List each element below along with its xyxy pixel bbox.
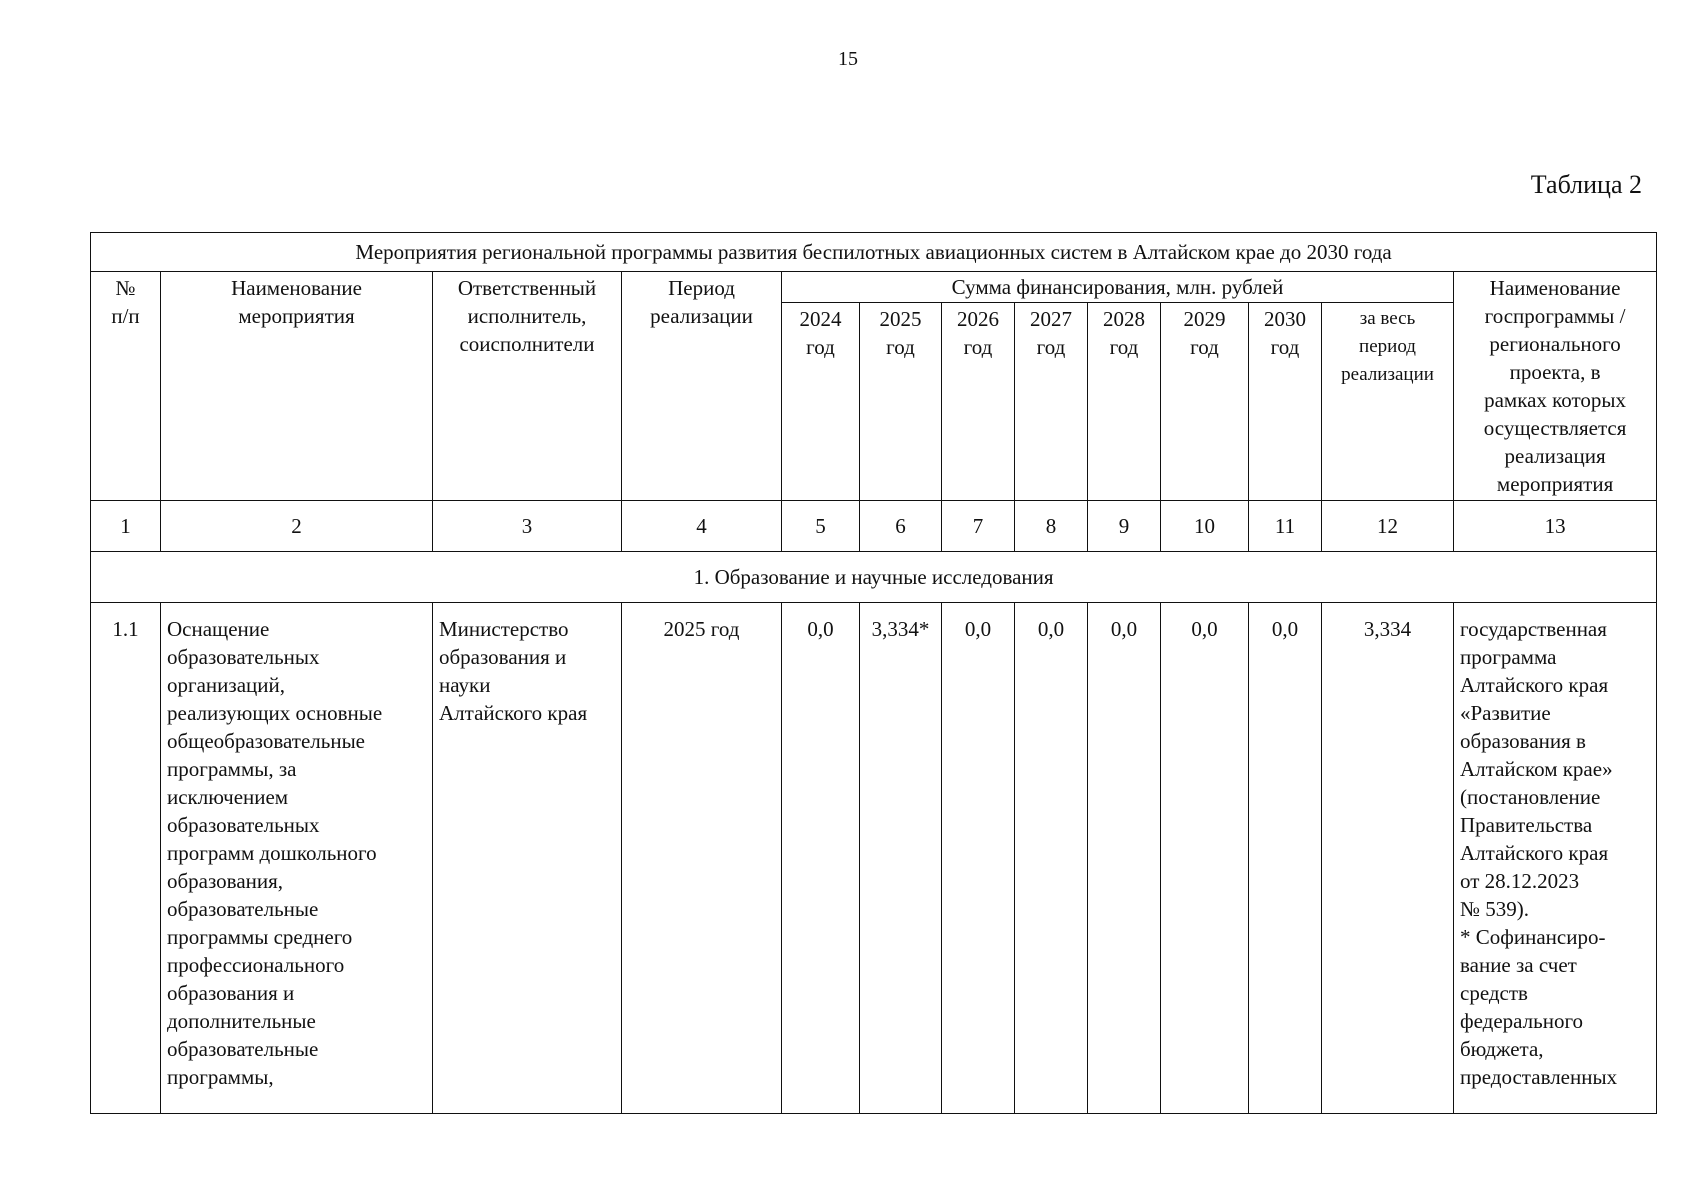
events-table: [90, 232, 1657, 1114]
text-line: (постановление: [1460, 785, 1601, 809]
section-title: 1. Образование и научные исследования: [91, 552, 1657, 603]
text-line: программы, за: [167, 757, 297, 781]
text-line: программы,: [167, 1065, 274, 1089]
text-line: год: [1270, 335, 1300, 359]
row-program: [1454, 603, 1657, 1114]
row-value-2024: 0,0: [782, 603, 860, 1114]
text-line: федерального: [1460, 1009, 1584, 1033]
text-line: 2025: [879, 307, 922, 331]
header-executor: [433, 272, 622, 501]
text-line: исполнитель,: [467, 304, 587, 328]
text-line: соисполнители: [459, 332, 595, 356]
text-line: вание за счет: [1460, 953, 1577, 977]
text-line: от 28.12.2023: [1460, 869, 1580, 893]
text-line: образовательные: [167, 897, 319, 921]
text-line: год: [1036, 335, 1066, 359]
text-line: мероприятия: [238, 304, 355, 328]
column-number: 8: [1015, 501, 1088, 552]
text-line: средств: [1460, 981, 1528, 1005]
text-line: дополнительные: [167, 1009, 316, 1033]
text-line: п/п: [111, 304, 140, 328]
text-line: государственная: [1460, 617, 1607, 641]
text-line: осуществляется: [1483, 416, 1627, 440]
text-line: * Софинансиро-: [1460, 925, 1606, 949]
text-line: год: [1190, 335, 1219, 359]
text-line: организаций,: [167, 673, 285, 697]
text-line: Алтайского края: [1460, 841, 1609, 865]
text-line: «Развитие: [1460, 701, 1551, 725]
text-line: бюджета,: [1460, 1037, 1544, 1061]
text-line: образования,: [167, 869, 284, 893]
text-line: программа: [1460, 645, 1557, 669]
text-line: Наименование: [231, 276, 362, 300]
text-line: исключением: [167, 785, 289, 809]
text-line: 2029: [1183, 307, 1226, 331]
text-line: № 539).: [1460, 897, 1530, 921]
text-line: Министерство: [439, 617, 569, 641]
text-line: реализация: [1504, 444, 1606, 468]
header-number: [91, 272, 161, 501]
text-line: 2027: [1030, 307, 1072, 331]
text-line: 2024: [799, 307, 842, 331]
table-label: Таблица 2: [1530, 170, 1642, 199]
header-funding: Сумма финансирования, млн. рублей: [782, 272, 1454, 303]
text-line: Ответственный: [457, 276, 597, 300]
text-line: образовательные: [167, 1037, 319, 1061]
text-line: год: [886, 335, 915, 359]
text-line: науки: [439, 673, 491, 697]
text-line: программы среднего: [167, 925, 353, 949]
text-line: год: [963, 335, 993, 359]
row-event-name: [161, 603, 433, 1114]
column-number: 7: [942, 501, 1015, 552]
text-line: период: [1359, 336, 1416, 357]
text-line: Оснащение: [167, 617, 270, 641]
row-value-total: 3,334: [1322, 603, 1454, 1114]
header-total-period: [1322, 303, 1454, 501]
text-line: образования и: [167, 981, 295, 1005]
text-line: предоставленных: [1460, 1065, 1618, 1089]
text-line: Алтайского края: [1460, 673, 1609, 697]
column-number: 3: [433, 501, 622, 552]
row-executor: [433, 603, 622, 1114]
text-line: образовательных: [167, 813, 320, 837]
text-line: Правительства: [1460, 813, 1593, 837]
column-number: 2: [161, 501, 433, 552]
header-year-2030: [1249, 303, 1322, 501]
header-year-2027: [1015, 303, 1088, 501]
row-number: 1.1: [91, 603, 161, 1114]
row-value-2029: 0,0: [1161, 603, 1249, 1114]
text-line: образовательных: [167, 645, 320, 669]
text-line: 2026: [957, 307, 999, 331]
column-number: 5: [782, 501, 860, 552]
row-value-2027: 0,0: [1015, 603, 1088, 1114]
text-line: образования и: [439, 645, 567, 669]
header-year-2024: [782, 303, 860, 501]
text-line: №: [115, 276, 136, 300]
text-line: образования в: [1460, 729, 1586, 753]
row-value-2030: 0,0: [1249, 603, 1322, 1114]
row-value-2026: 0,0: [942, 603, 1015, 1114]
page-number: 15: [838, 48, 858, 70]
text-line: рамках которых: [1484, 388, 1627, 412]
column-number: 4: [622, 501, 782, 552]
text-line: Алтайского края: [439, 701, 588, 725]
table-row: [91, 603, 1657, 1114]
column-number: 12: [1322, 501, 1454, 552]
text-line: мероприятия: [1496, 472, 1614, 496]
column-number: 9: [1088, 501, 1161, 552]
header-year-2025: [860, 303, 942, 501]
table-title: Мероприятия региональной программы развития беспилотных авиационных систем в Алтайском крае до 2030 года: [91, 233, 1657, 272]
text-line: 2028: [1103, 307, 1145, 331]
header-year-2028: [1088, 303, 1161, 501]
column-number: 1: [91, 501, 161, 552]
text-line: год: [806, 335, 835, 359]
text-line: проекта, в: [1509, 360, 1601, 384]
text-line: реализации: [1341, 364, 1434, 385]
row-value-2028: 0,0: [1088, 603, 1161, 1114]
text-line: госпрограммы /: [1484, 304, 1626, 328]
header-year-2029: [1161, 303, 1249, 501]
column-number: 10: [1161, 501, 1249, 552]
column-number: 11: [1249, 501, 1322, 552]
text-line: за весь: [1359, 308, 1416, 329]
text-line: реализации: [650, 304, 753, 328]
text-line: регионального: [1489, 332, 1621, 356]
text-line: профессионального: [167, 953, 345, 977]
text-line: 2030: [1264, 307, 1306, 331]
header-program: [1454, 272, 1657, 501]
text-line: программ дошкольного: [167, 841, 377, 865]
text-line: общеобразовательные: [167, 729, 365, 753]
header-period: [622, 272, 782, 501]
column-number: 6: [860, 501, 942, 552]
text-line: Наименование: [1489, 276, 1621, 300]
text-line: год: [1109, 335, 1139, 359]
column-number: 13: [1454, 501, 1657, 552]
text-line: Алтайском крае»: [1460, 757, 1613, 781]
text-line: реализующих основные: [167, 701, 383, 725]
header-event-name: [161, 272, 433, 501]
row-value-2025: 3,334*: [860, 603, 942, 1114]
row-period: 2025 год: [622, 603, 782, 1114]
header-year-2026: [942, 303, 1015, 501]
text-line: Период: [668, 276, 735, 300]
